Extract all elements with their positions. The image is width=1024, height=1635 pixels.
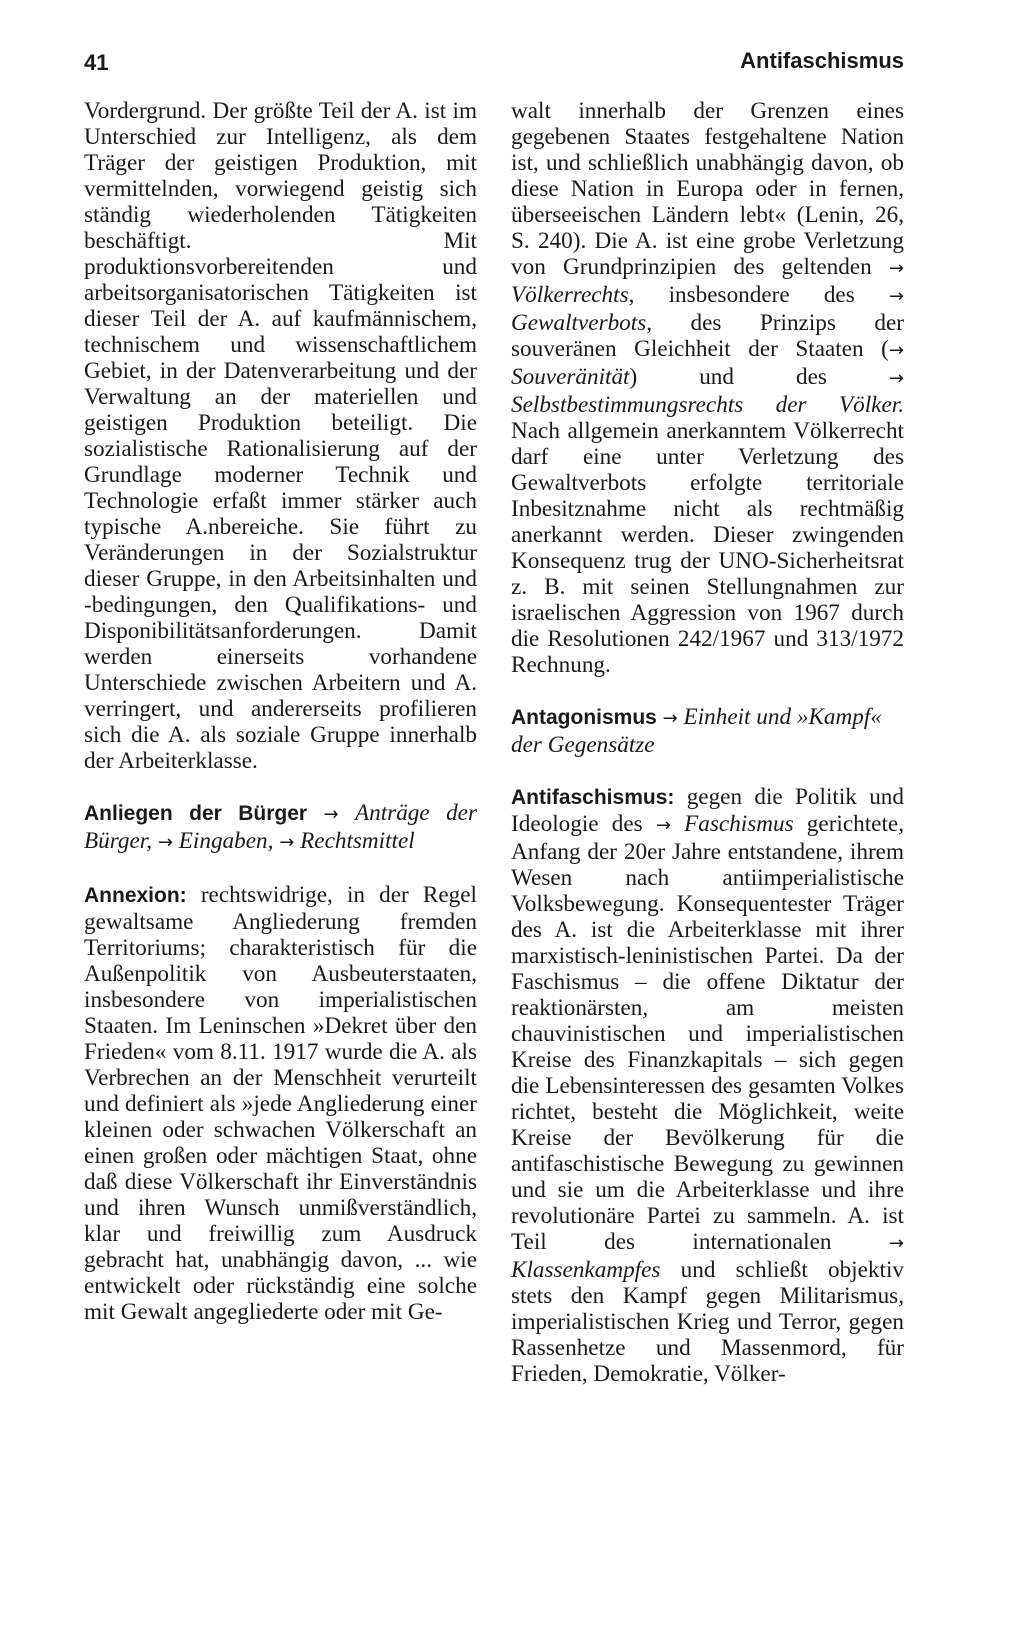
entry-text: rechtswidrige, in der Regel gewaltsame Angliederung fremden Territoriums; charakteristisch für die Außenpolitik von Ausbeuterstaaten, insbesondere von imperialistischen Staaten. Im Leninschen »Dekret über den Frieden« vom 8.11. 1917 wurde die A. als Verbrechen an der Menschheit verurteilt und definiert als »jede Angliederung einer kleinen oder schwachen Völkerschaft an einen großen oder mächtigen Staat, ohne daß diese Völkerschaft ihr Einverständnis und ihren Wunsch unmißverständlich, klar und freiwillig zum Ausdruck gebracht hat, unabhängig davon, ... wie entwickelt oder rückständig eine solche mit Gewalt angegliederte oder mit Ge- [84,882,477,1325]
cross-reference[interactable]: Anträge der Bürger, [84,800,477,854]
cross-reference[interactable]: Gewaltverbots, [511,310,653,336]
cross-reference[interactable]: Einheit und »Kampf« der Gegensätze [511,704,882,758]
arrow-icon: → [662,708,678,729]
arrow-icon: → [888,286,904,307]
right-column [511,98,904,1387]
text-run: ) und des [629,364,889,390]
entry-term: Antifaschismus: [511,786,675,809]
arrow-icon: → [279,832,295,853]
page-number: 41 [84,50,109,75]
paragraph-continuation [511,98,904,678]
arrow-icon: → [888,258,904,279]
cross-reference[interactable]: Völkerrechts, [511,282,635,308]
arrow-icon: → [157,832,173,853]
text-run: und schließt objektiv stets den Kampf gegen Militarismus, imperialistischen Krieg und Terror, gegen Rassenhetze und Massenmord, für Frieden, Demokratie, Völker- [511,1257,904,1387]
cross-reference[interactable]: Selbstbestimmungsrechts der Völker. [511,392,904,418]
cross-reference[interactable]: Klassenkampfes [511,1257,661,1283]
entry-term: Anliegen der Bürger [84,802,308,825]
arrow-icon: → [888,340,904,361]
cross-reference[interactable]: Faschismus [684,811,794,837]
text-run: Nach allgemein anerkanntem Völkerrecht darf eine unter Verletzung des Gewaltverbots erfolgte territoriale Inbesitznahme nicht als rechtmäßig anerkannt werden. Dieser zwingenden Konsequenz trug der UNO-Sicherheitsrat z. B. mit seinen Stellungnahmen zur israelischen Aggression von 1967 durch die Resolutionen 242/1967 und 313/1972 Rechnung. [511,418,904,678]
arrow-icon: → [323,804,339,825]
left-column [84,98,477,1325]
entry-anliegen [84,800,477,856]
text-run: insbesondere des [634,282,889,308]
entry-antagonismus [511,704,904,758]
cross-reference[interactable]: Souveränität [511,364,630,390]
arrow-icon: → [888,368,904,389]
text-run: des Prinzips der souveränen Gleichheit der Staaten ( [511,310,904,362]
entry-antifaschismus [511,784,904,1387]
text-run: walt innerhalb der Grenzen eines gegebenen Staates festgehaltene Nation ist, und schließlich unabhängig davon, ob diese Nation in Europa oder in fernen, überseeischen Ländern lebt« (Lenin, 26, S. 240). Die A. ist eine grobe Verletzung von Grundprinzipien des geltenden [511,98,904,280]
paragraph-continuation: Vordergrund. Der größte Teil der A. ist im Unterschied zur Intelligenz, als dem Träger der geistigen Produktion, mit vermittelnden, vorwiegend geistig sich ständig wiederholenden Tätigkeiten beschäftigt. Mit produktionsvorbereitenden und arbeitsorganisatorischen Tätigkeiten ist dieser Teil der A. auf kaufmännischem, technischem und wissenschaftlichem Gebiet, in der Datenverarbeitung und der Verwaltung an der materiellen und geistigen Produktion beteiligt. Die sozialistische Rationalisierung auf der Grundlage moderner Technik und Technologie erfaßt immer stärker auch typische A.nbereiche. Sie führt zu Veränderungen in der Sozialstruktur dieser Gruppe, in den Arbeitsinhalten und -bedingungen, den Qualifikations- und Disponibilitätsanforderungen. Damit werden einerseits vorhandene Unterschiede zwischen Arbeitern und A. verringert, und andererseits profilieren sich die A. als soziale Gruppe innerhalb der Arbeiterklasse. [84,98,477,774]
cross-reference[interactable]: Rechtsmittel [300,828,415,854]
arrow-icon: → [888,1233,904,1254]
arrow-icon: → [655,815,671,836]
running-title: Antifaschismus [740,48,904,73]
cross-reference[interactable]: Eingaben, [178,828,274,854]
text-run: gegen die Politik und Ideologie des [511,784,904,837]
text-run: gerichtete, Anfang der 20er Jahre entstandene, ihrem Wesen nach antiimperialistische Volksbewegung. Konsequentester Träger des A. ist die Arbeiterklasse mit ihrer marxistisch-leninistischen Partei. Da der Faschismus – die offene Diktatur der reaktionärsten, am meisten chauvinistischen und imperialistischen Kreise des Finanzkapitals – sich gegen die Lebensinteressen des gesamten Volkes richtet, besteht die Möglichkeit, weite Kreise der Bevölkerung für die antifaschistische Bewegung zu gewinnen und sie um die Arbeiterklasse und ihre revolutionäre Partei zu sammeln. A. ist Teil des internationalen [511,811,905,1255]
entry-annexion [84,882,477,1325]
entry-term: Annexion: [84,884,187,907]
entry-term: Antagonismus [511,706,657,729]
